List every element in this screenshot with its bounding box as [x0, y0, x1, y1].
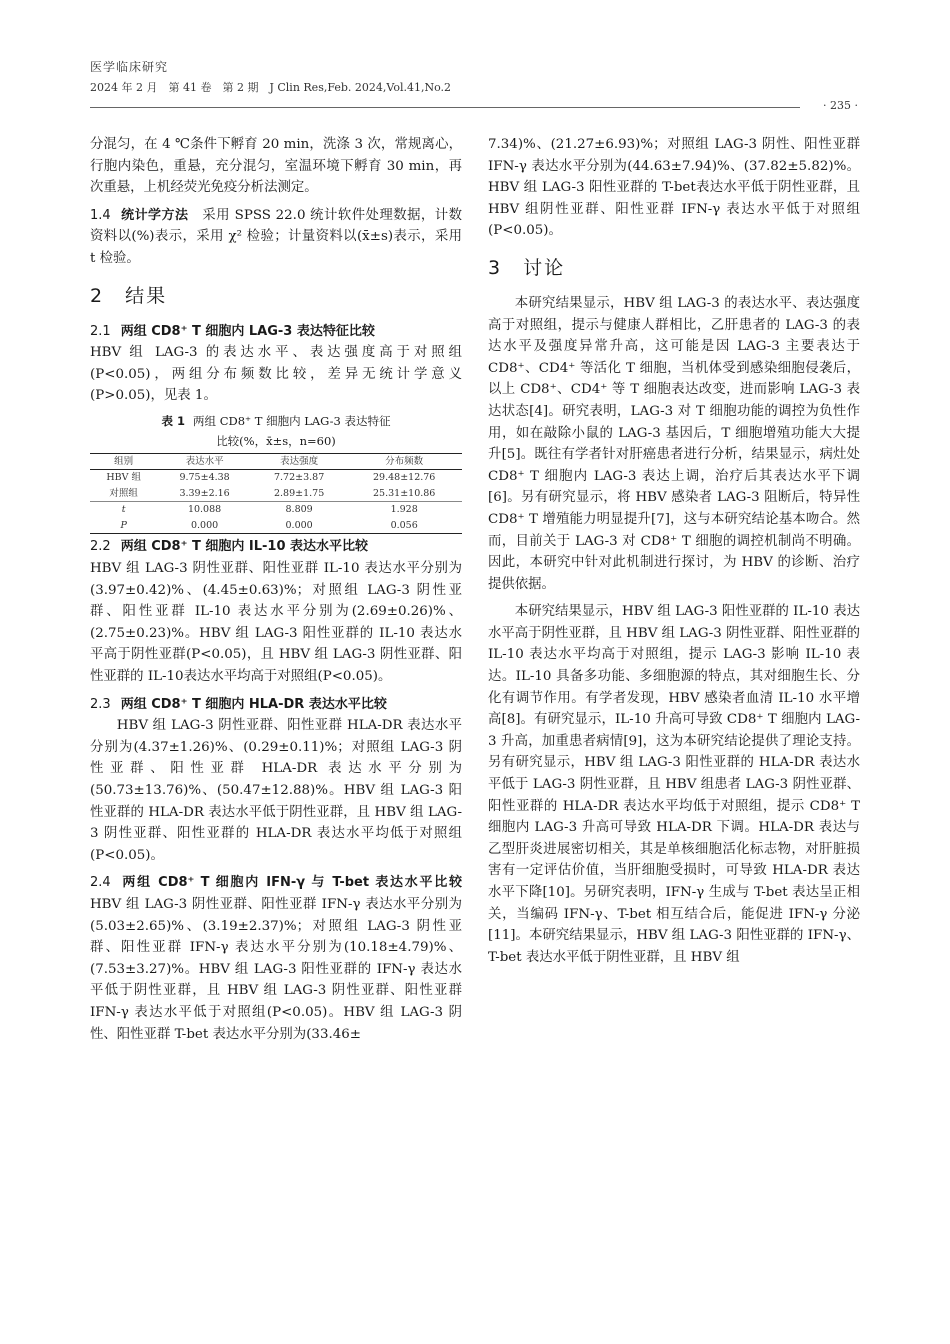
- header-frequency: 分布频数: [346, 453, 462, 470]
- table-cell: HBV 组: [106, 472, 141, 484]
- subsection-2-2-heading: [90, 536, 462, 558]
- caption-line-1: 两组 CD8⁺ T 细胞内 LAG-3 表达特征: [193, 413, 391, 428]
- subsection-2-1-text: HBV 组 LAG-3 的表达水平、表达强度高于对照组(P<0.05)，两组分布频数比较，差异无统计学意义(P>0.05)，见表 1。: [90, 345, 462, 404]
- table-cell: P: [90, 518, 157, 534]
- table-cell: 3.39±2.16: [179, 487, 230, 499]
- table-cell: 29.48±12.76: [373, 472, 436, 484]
- table-cell: 2.89±1.75: [273, 487, 325, 499]
- table-row: [90, 518, 462, 534]
- discussion-paragraph-2: 本研究结果显示，HBV 组 LAG-3 阳性亚群的 IL-10 表达水平高于阴性亚群，且 HBV 组 LAG-3 阴性亚群、阳性亚群的 IL-10 表达水平均高于对照组，提示 LAG-3 影响 IL-10 表达。IL-10 具备多功能、多细胞源的特点，其对细胞生长、分化有调节作用。有学者发现，HBV 感染者血清 IL-10 水平增高[8]。有研究显示，IL-10 升高可导致 CD8⁺ T 细胞内 LAG-3 升高，加重患者病情[9]，这为本研究结论提供了理论支持。另有研究显示，HBV 组 LAG-3 阳性亚群的 HLA-DR 表达水平低于 LAG-3 阴性亚群，且 HBV 组患者 LAG-3 阴性亚群、阳性亚群的 HLA-DR 表达水平均低于对照组，提示 CD8⁺ T 细胞内 LAG-3 升高可导致 HLA-DR 下调。HLA-DR 表达与乙型肝炎进展密切相关，其是单核细胞活化标志物，对肝脏损害有一定评估价值，当肝细胞受损时，可导致 HLA-DR 表达水平下降[10]。另研究表明，IFN-γ 生成与 T-bet 表达呈正相关，当编码 IFN-γ、T-bet 相互结合后，能促进 IFN-γ 分泌[11]。本研究结果显示，HBV 组 LAG-3 阳性亚群的 IFN-γ、T-bet 表达水平低于阴性亚群，且 HBV 组: [488, 604, 860, 965]
- left-column: [90, 134, 462, 1045]
- caption-line-2: 比较(%，x̄±s，n=60): [216, 433, 336, 448]
- table-cell: 1.928: [346, 502, 462, 518]
- table-row: [90, 470, 462, 486]
- header-level: 表达水平: [157, 453, 252, 470]
- table-row: [90, 502, 462, 518]
- section-title: 统计学方法: [120, 207, 189, 223]
- header-group: 组别: [90, 453, 157, 470]
- section-2-heading: 2 结果: [90, 284, 168, 307]
- table-cell: 25.31±10.86: [373, 487, 436, 499]
- subsection-2-2-text: HBV 组 LAG-3 阴性亚群、阳性亚群 IL-10 表达水平分别为(3.97±0.42)%、(4.45±0.63)%；对照组 LAG-3 阴性亚群、阳性亚群 IL-10 表达水平分别为(2.69±0.26)%、(2.75±0.23)%。HBV 组 LAG-3 阳性亚群的 IL-10 表达水平高于阴性亚群(P<0.05)，且 HBV 组 LAG-3 阴性亚群、阳性亚群的 IL-10表达水平均高于对照组(P<0.05)。: [90, 561, 462, 684]
- intro-paragraph: 分混匀，在 4 ℃条件下孵育 20 min，洗涤 3 次，常规离心，行胞内染色，重悬，充分混匀，室温环境下孵育 30 min，再次重悬，上机经荧光免疫分析法测定。: [90, 137, 462, 196]
- section-number: 1.4: [90, 207, 111, 223]
- table-cell: 10.088: [157, 502, 252, 518]
- table-header-row: [90, 453, 462, 470]
- table-cell: 8.809: [252, 502, 347, 518]
- section-number: 2.1: [90, 323, 111, 339]
- table-row: [90, 486, 462, 502]
- table-cell: 9.75±4.38: [179, 472, 230, 484]
- table-1-caption: [90, 411, 462, 451]
- table-cell: 0.000: [252, 518, 347, 534]
- continued-paragraph: 7.34)%、(21.27±6.93)%；对照组 LAG-3 阴性、阳性亚群 IFN-γ 表达水平分别为(44.63±7.94)%、(37.82±5.82)%。HBV 组 LAG-3 阳性亚群的 T-bet表达水平低于阴性亚群，且 HBV 组阴性亚群、阳性亚群 IFN-γ 表达水平低于对照组(P<0.05)。: [488, 137, 860, 239]
- table-label: 表 1: [161, 413, 186, 428]
- journal-name: 医学临床研究: [90, 60, 169, 74]
- section-number: 2.4: [90, 875, 111, 891]
- table-1: [90, 453, 462, 535]
- section-title: 两组 CD8⁺ T 细胞内 IFN-γ 与 T-bet 表达水平比较: [120, 875, 462, 891]
- section-title: 两组 CD8⁺ T 细胞内 IL-10 表达水平比较: [120, 539, 369, 555]
- section-3-heading: 3 讨论: [488, 256, 566, 279]
- discussion-paragraph-1: 本研究结果显示，HBV 组 LAG-3 的表达水平、表达强度高于对照组，提示与健康人群相比，乙肝患者的 LAG-3 的表达水平及强度异常升高，这可能是因 LAG-3 主要表达于 CD8⁺、CD4⁺ 等活化 T 细胞，当机体受到感染细胞侵袭后，以上 CD8⁺、CD4⁺ 等 T 细胞表达改变，进而影响 LAG-3 表达状态[4]。研究表明，LAG-3 对 T 细胞功能的调控为负性作用，如在敲除小鼠的 LAG-3 基因后，T 细胞增殖功能大大提升[5]。既往有学者针对肝癌患者进行分析，结果显示，病灶处 CD8⁺ T 细胞内 LAG-3 表达上调，治疗后其表达水平下调[6]。另有研究显示，将 HBV 感染者 LAG-3 阻断后，特异性 CD8⁺ T 增殖能力明显提升[7]，这与本研究结论基本吻合。然而，目前关于 LAG-3 对 CD8⁺ T 细胞的调控机制尚不明确。因此，本研究中针对此机制进行探讨，为 HBV 的诊断、治疗提供依据。: [488, 295, 860, 592]
- subsection-2-4: [90, 872, 462, 1045]
- page-number: · 235 ·: [823, 99, 858, 112]
- section-title: 两组 CD8⁺ T 细胞内 LAG-3 表达特征比较: [120, 323, 375, 339]
- table-cell: 对照组: [109, 487, 138, 499]
- subsection-2-3-heading: [90, 694, 462, 716]
- table-cell: 7.72±3.87: [273, 472, 325, 484]
- table-cell: 0.000: [157, 518, 252, 534]
- table-cell: t: [90, 502, 157, 518]
- section-text: 采用 SPSS 22.0 统计软件处理数据，计数资料以(%)表示，采用 χ² 检验；计量资料以(x̄±s)表示，采用 t 检验。: [90, 207, 462, 266]
- section-number: 2.3: [90, 696, 111, 712]
- section-1-4: [90, 205, 462, 270]
- section-title: 两组 CD8⁺ T 细胞内 HLA-DR 表达水平比较: [120, 696, 387, 712]
- section-number: 2.2: [90, 539, 111, 555]
- section-text: HBV 组 LAG-3 阴性亚群、阳性亚群 IFN-γ 表达水平分别为(5.03±2.65)%、(3.19±2.37)%；对照组 LAG-3 阴性亚群、阳性亚群 IFN-γ 表达水平分别为(10.18±4.79)%、(7.53±3.27)%。HBV 组 LAG-3 阳性亚群的 IFN-γ 表达水平低于阴性亚群，且 HBV 组 LAG-3 阴性亚群、阳性亚群 IFN-γ 表达水平低于对照组(P<0.05)。HBV 组 LAG-3 阴性、阳性亚群 T-bet 表达水平分别为(33.46±: [90, 896, 462, 1042]
- table-cell: 0.056: [346, 518, 462, 534]
- right-column: [488, 134, 860, 968]
- issue-line: 2024 年 2 月 第 41 卷 第 2 期 J Clin Res,Feb. 2024,Vol.41,No.2: [90, 81, 452, 94]
- header-intensity: 表达强度: [252, 453, 347, 470]
- header-rule: [90, 107, 800, 108]
- subsection-2-3-text: HBV 组 LAG-3 阴性亚群、阳性亚群 HLA-DR 表达水平分别为(4.37±1.26)%、(0.29±0.11)%；对照组 LAG-3 阴性亚群、阳性亚群 HLA-DR 表达水平分别为(50.73±13.76)%、(50.47±12.88)%。HBV 组 LAG-3 阳性亚群的 HLA-DR 表达水平低于阴性亚群，且 HBV 组 LAG-3 阴性亚群、阳性亚群的 HLA-DR 表达水平均低于对照组(P<0.05)。: [90, 718, 462, 863]
- subsection-2-1-heading: [90, 321, 462, 343]
